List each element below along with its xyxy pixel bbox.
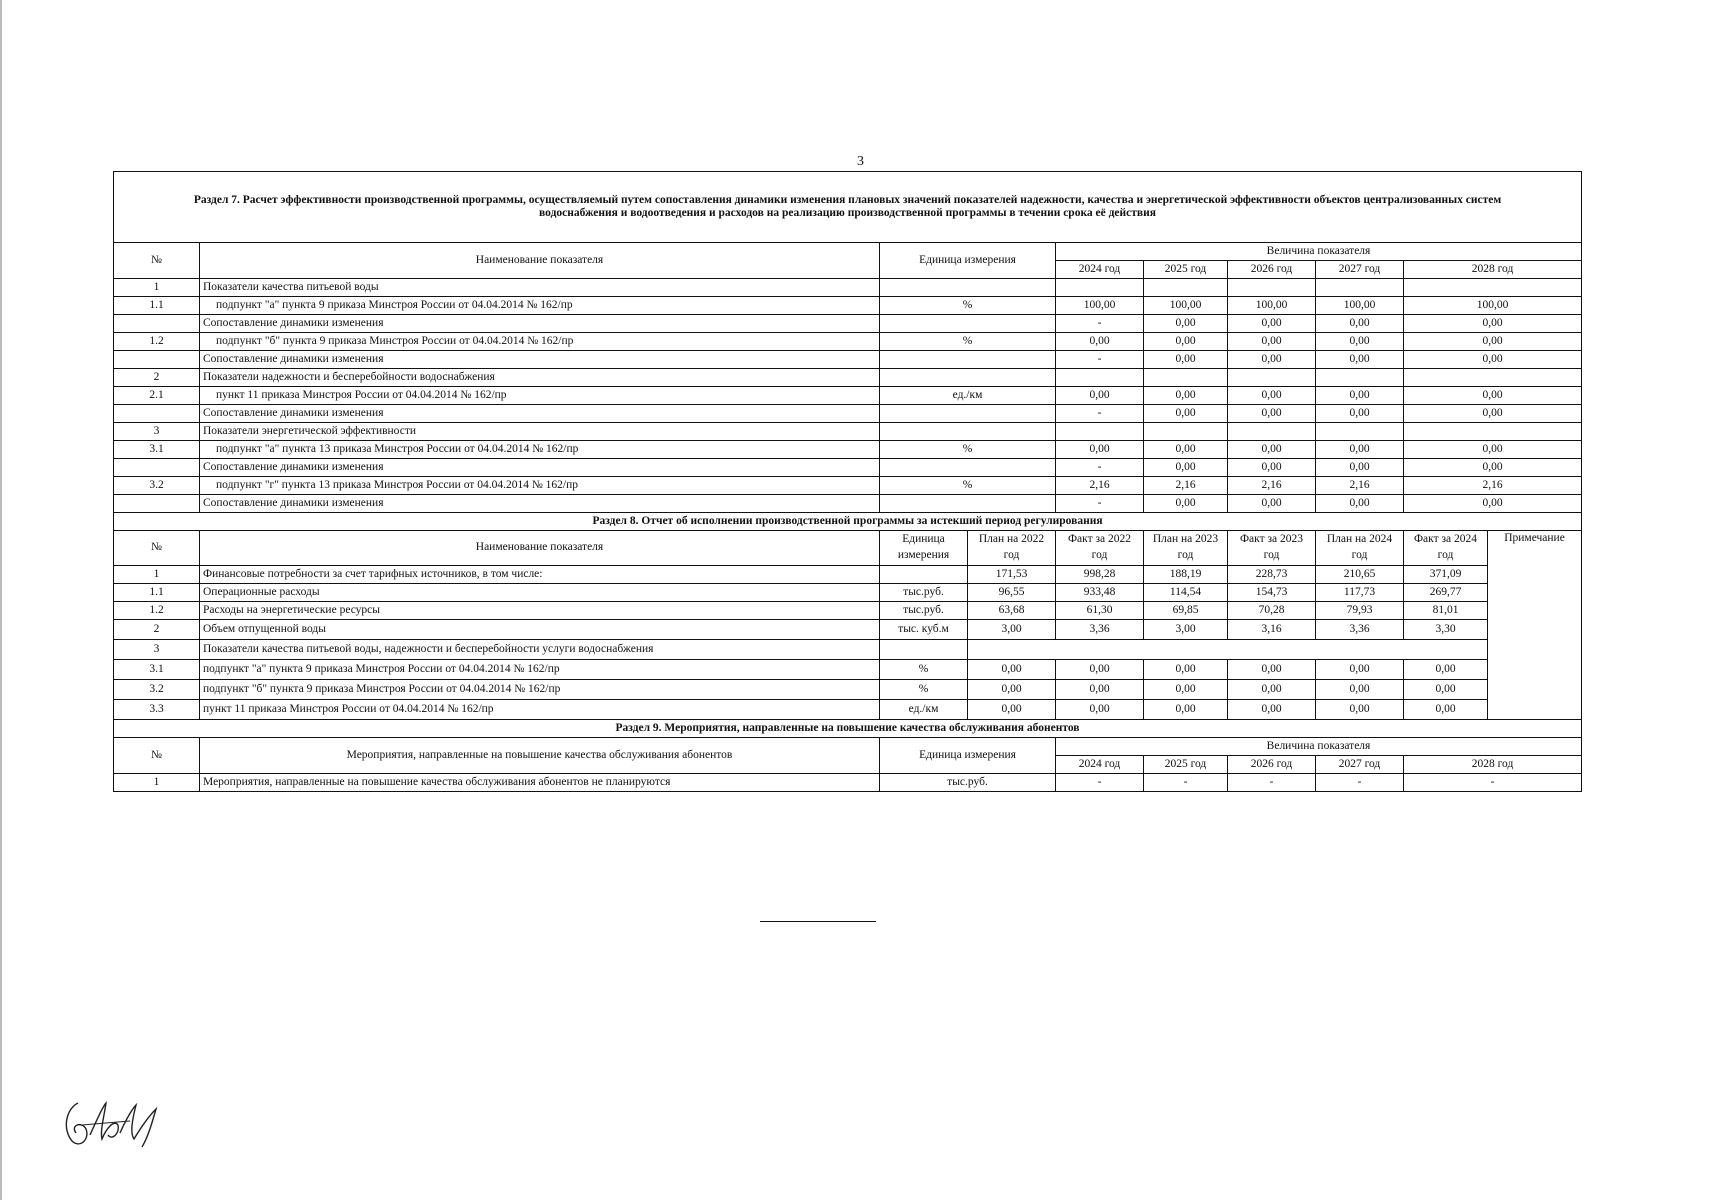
s7-row-value: 0,00 bbox=[1144, 333, 1228, 351]
section7-title: Раздел 7. Расчет эффективности производственной программы, осуществляемый путем сопоставления динамики изменения плановых значений показателей надежности, качества и энергетической эффективности объектов централизованных систем водоснабжения и водоотведения и расходов на реализацию производственной программы в течении срока её действия bbox=[114, 172, 1582, 243]
s7-row-value: 100,00 bbox=[1316, 297, 1404, 315]
s7-row-value: 0,00 bbox=[1144, 315, 1228, 333]
s7-row-value bbox=[1144, 279, 1228, 297]
s7-table-row bbox=[114, 369, 1582, 387]
s7-row-unit bbox=[880, 423, 1056, 441]
s8-row-value: 188,19 bbox=[1144, 566, 1228, 584]
s8-row-value: 154,73 bbox=[1228, 584, 1316, 602]
s9-header-year: 2028 год bbox=[1404, 756, 1582, 774]
s8-table-row bbox=[114, 640, 1582, 660]
s7-row-unit: % bbox=[880, 477, 1056, 495]
s7-row-unit: % bbox=[880, 297, 1056, 315]
s7-row-name: пункт 11 приказа Минстроя России от 04.04.2014 № 162/пр bbox=[200, 387, 880, 405]
section9-title-row bbox=[114, 720, 1582, 738]
s7-row-value bbox=[1316, 369, 1404, 387]
s7-row-unit bbox=[880, 495, 1056, 513]
s7-row-unit bbox=[880, 369, 1056, 387]
s7-table-row bbox=[114, 495, 1582, 513]
s7-row-unit: % bbox=[880, 441, 1056, 459]
s8-header-num: № bbox=[114, 531, 200, 566]
s9-header-year: 2026 год bbox=[1228, 756, 1316, 774]
s8-row-value: 96,55 bbox=[968, 584, 1056, 602]
s7-header-year: 2028 год bbox=[1404, 261, 1582, 279]
s8-row-value: 0,00 bbox=[1056, 660, 1144, 680]
s7-table-row bbox=[114, 333, 1582, 351]
s8-row-value: 3,36 bbox=[1056, 620, 1144, 640]
s8-row-value: 0,00 bbox=[1056, 680, 1144, 700]
s7-row-value: 0,00 bbox=[1144, 351, 1228, 369]
s7-row-value: 0,00 bbox=[1228, 315, 1316, 333]
s7-row-value bbox=[1228, 279, 1316, 297]
s8-row-unit: тыс.руб. bbox=[880, 584, 968, 602]
s7-row-value: 0,00 bbox=[1404, 459, 1582, 477]
s7-row-num: 3.1 bbox=[114, 441, 200, 459]
s7-row-name: Сопоставление динамики изменения bbox=[200, 459, 880, 477]
s7-row-name: подпункт "а" пункта 9 приказа Минстроя России от 04.04.2014 № 162/пр bbox=[200, 297, 880, 315]
s7-row-value: 0,00 bbox=[1316, 441, 1404, 459]
s7-row-value: 100,00 bbox=[1404, 297, 1582, 315]
s7-row-value: 0,00 bbox=[1404, 441, 1582, 459]
s8-row-num: 3.1 bbox=[114, 660, 200, 680]
s7-row-value: 2,16 bbox=[1404, 477, 1582, 495]
s7-row-value: - bbox=[1056, 315, 1144, 333]
s7-row-name: подпункт "г" пункта 13 приказа Минстроя России от 04.04.2014 № 162/пр bbox=[200, 477, 880, 495]
s7-header-year: 2026 год bbox=[1228, 261, 1316, 279]
s8-row-value: 3,16 bbox=[1228, 620, 1316, 640]
s8-row-value: 0,00 bbox=[1228, 660, 1316, 680]
s8-row-value: 63,68 bbox=[968, 602, 1056, 620]
s8-row-value: 81,01 bbox=[1404, 602, 1488, 620]
s7-row-num bbox=[114, 405, 200, 423]
s7-row-unit bbox=[880, 279, 1056, 297]
s7-row-value bbox=[1228, 369, 1316, 387]
s7-row-value: 0,00 bbox=[1228, 459, 1316, 477]
s9-header-year: 2024 год bbox=[1056, 756, 1144, 774]
s7-row-value: - bbox=[1056, 459, 1144, 477]
s8-header-note: Примечание bbox=[1488, 531, 1582, 720]
s8-row-value: 69,85 bbox=[1144, 602, 1228, 620]
s7-row-value: 0,00 bbox=[1144, 387, 1228, 405]
s7-table-row bbox=[114, 405, 1582, 423]
s8-row-value: 228,73 bbox=[1228, 566, 1316, 584]
s8-row-value: 117,73 bbox=[1316, 584, 1404, 602]
s9-header-year: 2027 год bbox=[1316, 756, 1404, 774]
s8-row-num: 1 bbox=[114, 566, 200, 584]
s7-row-value: 0,00 bbox=[1316, 459, 1404, 477]
s7-row-value: 2,16 bbox=[1228, 477, 1316, 495]
s8-row-unit: % bbox=[880, 660, 968, 680]
s7-row-value: 0,00 bbox=[1144, 495, 1228, 513]
s7-row-value: 0,00 bbox=[1404, 405, 1582, 423]
s8-row-value: 3,00 bbox=[968, 620, 1056, 640]
s7-row-value bbox=[1144, 423, 1228, 441]
s7-row-num: 3 bbox=[114, 423, 200, 441]
s7-row-value: 0,00 bbox=[1316, 405, 1404, 423]
signature bbox=[60, 1095, 175, 1150]
s7-table-row bbox=[114, 315, 1582, 333]
s9-row-name: Мероприятия, направленные на повышение качества обслуживания абонентов не планируются bbox=[200, 774, 880, 792]
s8-table-row bbox=[114, 620, 1582, 640]
s7-row-value: - bbox=[1056, 351, 1144, 369]
s7-row-value: 0,00 bbox=[1316, 351, 1404, 369]
s8-table-row bbox=[114, 680, 1582, 700]
s8-row-unit: ед./км bbox=[880, 700, 968, 720]
s9-header-name: Мероприятия, направленные на повышение качества обслуживания абонентов bbox=[200, 738, 880, 774]
s8-row-value: 210,65 bbox=[1316, 566, 1404, 584]
s7-row-value: 0,00 bbox=[1316, 333, 1404, 351]
s8-row-value: 114,54 bbox=[1144, 584, 1228, 602]
s9-row-unit: тыс.руб. bbox=[880, 774, 1056, 792]
s7-row-value bbox=[1228, 423, 1316, 441]
s7-row-unit bbox=[880, 351, 1056, 369]
s7-row-value: 0,00 bbox=[1228, 351, 1316, 369]
s8-row-value: 0,00 bbox=[1228, 700, 1316, 720]
s8-row-name: Показатели качества питьевой воды, надежности и бесперебойности услуги водоснабжения bbox=[200, 640, 880, 660]
s7-row-name: Сопоставление динамики изменения bbox=[200, 315, 880, 333]
s8-row-num: 2 bbox=[114, 620, 200, 640]
s8-row-unit bbox=[880, 566, 968, 584]
s7-row-value: 0,00 bbox=[1404, 315, 1582, 333]
s7-row-value: 0,00 bbox=[1056, 387, 1144, 405]
s8-table-row bbox=[114, 566, 1582, 584]
s7-row-value: 0,00 bbox=[1316, 387, 1404, 405]
s8-row-name: пункт 11 приказа Минстроя России от 04.04.2014 № 162/пр bbox=[200, 700, 880, 720]
s8-row-name: Объем отпущенной воды bbox=[200, 620, 880, 640]
s7-header-unit: Единица измерения bbox=[880, 243, 1056, 279]
s8-row-name: подпункт "а" пункта 9 приказа Минстроя России от 04.04.2014 № 162/пр bbox=[200, 660, 880, 680]
s7-row-value: 0,00 bbox=[1144, 405, 1228, 423]
s7-row-value bbox=[1404, 369, 1582, 387]
s7-row-num bbox=[114, 315, 200, 333]
s7-table-row bbox=[114, 279, 1582, 297]
s7-row-name: подпункт "б" пункта 9 приказа Минстроя России от 04.04.2014 № 162/пр bbox=[200, 333, 880, 351]
s7-row-value: 2,16 bbox=[1144, 477, 1228, 495]
s7-header-year: 2025 год bbox=[1144, 261, 1228, 279]
s8-row-value: 3,00 bbox=[1144, 620, 1228, 640]
s7-row-value bbox=[1404, 423, 1582, 441]
s7-table-row bbox=[114, 477, 1582, 495]
s7-row-num: 2.1 bbox=[114, 387, 200, 405]
s8-row-num: 3 bbox=[114, 640, 200, 660]
page-number: 3 bbox=[857, 154, 864, 169]
s8-table-row bbox=[114, 700, 1582, 720]
s8-row-value: 70,28 bbox=[1228, 602, 1316, 620]
s7-row-num: 1.2 bbox=[114, 333, 200, 351]
s8-row-value: 269,77 bbox=[1404, 584, 1488, 602]
s8-row-value: 0,00 bbox=[1316, 700, 1404, 720]
s8-row-value: 933,48 bbox=[1056, 584, 1144, 602]
s7-row-name: Сопоставление динамики изменения bbox=[200, 405, 880, 423]
s8-row-num: 1.2 bbox=[114, 602, 200, 620]
s8-row-unit: тыс. куб.м bbox=[880, 620, 968, 640]
s8-table-row bbox=[114, 602, 1582, 620]
s7-row-value bbox=[1056, 369, 1144, 387]
s8-header-name: Наименование показателя bbox=[200, 531, 880, 566]
s8-row-value: 0,00 bbox=[968, 660, 1056, 680]
s7-row-num: 2 bbox=[114, 369, 200, 387]
s7-row-unit: ед./км bbox=[880, 387, 1056, 405]
s7-row-num: 3.2 bbox=[114, 477, 200, 495]
s7-row-num: 1.1 bbox=[114, 297, 200, 315]
s8-row-value: 0,00 bbox=[1056, 700, 1144, 720]
s7-row-value: 0,00 bbox=[1316, 495, 1404, 513]
s7-row-name: подпункт "а" пункта 13 приказа Минстроя России от 04.04.2014 № 162/пр bbox=[200, 441, 880, 459]
s8-row-value: 3,36 bbox=[1316, 620, 1404, 640]
section8-title-row bbox=[114, 513, 1582, 531]
s7-row-unit bbox=[880, 315, 1056, 333]
s7-row-value: 100,00 bbox=[1056, 297, 1144, 315]
s7-table-row bbox=[114, 459, 1582, 477]
s7-row-value: 0,00 bbox=[1404, 333, 1582, 351]
s8-row-value: 0,00 bbox=[1316, 660, 1404, 680]
s9-header-unit: Единица измерения bbox=[880, 738, 1056, 774]
s7-header-value-group: Величина показателя bbox=[1056, 243, 1582, 261]
s8-header-col: План на 2022 год bbox=[968, 531, 1056, 566]
s7-row-value: 0,00 bbox=[1056, 333, 1144, 351]
s9-header-value-group: Величина показателя bbox=[1056, 738, 1582, 756]
s7-row-num: 1 bbox=[114, 279, 200, 297]
section7-header-row-1 bbox=[114, 243, 1582, 261]
s8-row-value: 171,53 bbox=[968, 566, 1056, 584]
s8-table-row bbox=[114, 584, 1582, 602]
s7-row-value: 0,00 bbox=[1144, 441, 1228, 459]
s7-row-unit: % bbox=[880, 333, 1056, 351]
s9-row-num: 1 bbox=[114, 774, 200, 792]
s7-table-row bbox=[114, 351, 1582, 369]
s7-row-unit bbox=[880, 459, 1056, 477]
s8-header-col: План на 2024 год bbox=[1316, 531, 1404, 566]
section8-title: Раздел 8. Отчет об исполнении производственной программы за истекший период регулирования bbox=[114, 513, 1582, 531]
s8-row-unit bbox=[880, 640, 968, 660]
s9-row-value: - bbox=[1404, 774, 1582, 792]
s8-row-value: 0,00 bbox=[1144, 680, 1228, 700]
report-table bbox=[113, 171, 1582, 792]
s8-header-col: Факт за 2022 год bbox=[1056, 531, 1144, 566]
s9-row-value: - bbox=[1056, 774, 1144, 792]
s8-row-value: 0,00 bbox=[1144, 660, 1228, 680]
s7-header-year: 2027 год bbox=[1316, 261, 1404, 279]
s7-row-name: Сопоставление динамики изменения bbox=[200, 495, 880, 513]
s8-header-col: Факт за 2024 год bbox=[1404, 531, 1488, 566]
s7-row-value: 0,00 bbox=[1228, 495, 1316, 513]
s7-row-value: 2,16 bbox=[1316, 477, 1404, 495]
s7-row-value: 2,16 bbox=[1056, 477, 1144, 495]
s7-row-value: 100,00 bbox=[1144, 297, 1228, 315]
s8-row-value: 998,28 bbox=[1056, 566, 1144, 584]
s7-header-year: 2024 год bbox=[1056, 261, 1144, 279]
s8-row-name: Финансовые потребности за счет тарифных источников, в том числе: bbox=[200, 566, 880, 584]
s8-row-value: 371,09 bbox=[1404, 566, 1488, 584]
s7-row-value: 0,00 bbox=[1404, 351, 1582, 369]
s7-row-num bbox=[114, 495, 200, 513]
s7-row-value: 0,00 bbox=[1228, 387, 1316, 405]
section9-title: Раздел 9. Мероприятия, направленные на повышение качества обслуживания абонентов bbox=[114, 720, 1582, 738]
s7-row-value: - bbox=[1056, 495, 1144, 513]
closing-rule bbox=[760, 921, 876, 922]
s8-row-empty-values bbox=[968, 640, 1488, 660]
s7-row-value: 100,00 bbox=[1228, 297, 1316, 315]
s8-header-col: План на 2023 год bbox=[1144, 531, 1228, 566]
s7-row-value: 0,00 bbox=[1404, 387, 1582, 405]
s8-row-value: 3,30 bbox=[1404, 620, 1488, 640]
s7-row-value bbox=[1056, 423, 1144, 441]
section7-title-row bbox=[114, 172, 1582, 243]
s7-row-value bbox=[1404, 279, 1582, 297]
s8-header-unit: Единица измерения bbox=[880, 531, 968, 566]
s8-row-unit: % bbox=[880, 680, 968, 700]
s7-row-name: Сопоставление динамики изменения bbox=[200, 351, 880, 369]
s8-header-col: Факт за 2023 год bbox=[1228, 531, 1316, 566]
s7-row-name: Показатели качества питьевой воды bbox=[200, 279, 880, 297]
s7-row-value: 0,00 bbox=[1144, 459, 1228, 477]
s9-table-row bbox=[114, 774, 1582, 792]
s8-row-value: 0,00 bbox=[1316, 680, 1404, 700]
s7-row-num bbox=[114, 459, 200, 477]
s9-header-year: 2025 год bbox=[1144, 756, 1228, 774]
s9-row-value: - bbox=[1316, 774, 1404, 792]
s8-row-value: 0,00 bbox=[1228, 680, 1316, 700]
s8-row-value: 0,00 bbox=[968, 680, 1056, 700]
s7-row-value: 0,00 bbox=[1228, 405, 1316, 423]
s8-row-name: подпункт "б" пункта 9 приказа Минстроя России от 04.04.2014 № 162/пр bbox=[200, 680, 880, 700]
s8-row-value: 79,93 bbox=[1316, 602, 1404, 620]
s7-table-row bbox=[114, 423, 1582, 441]
s7-table-row bbox=[114, 297, 1582, 315]
s7-row-value: 0,00 bbox=[1316, 315, 1404, 333]
s9-row-value: - bbox=[1228, 774, 1316, 792]
s8-row-value: 61,30 bbox=[1056, 602, 1144, 620]
s8-table-row bbox=[114, 660, 1582, 680]
section8-header-row bbox=[114, 531, 1582, 566]
s7-row-unit bbox=[880, 405, 1056, 423]
s8-row-num: 1.1 bbox=[114, 584, 200, 602]
s9-header-num: № bbox=[114, 738, 200, 774]
s7-table-row bbox=[114, 387, 1582, 405]
s7-row-value: 0,00 bbox=[1228, 441, 1316, 459]
s7-row-value: - bbox=[1056, 405, 1144, 423]
s7-header-num: № bbox=[114, 243, 200, 279]
s7-row-value bbox=[1316, 423, 1404, 441]
s8-row-value: 0,00 bbox=[1404, 660, 1488, 680]
s7-row-num bbox=[114, 351, 200, 369]
s7-row-value: 0,00 bbox=[1056, 441, 1144, 459]
report-sheet bbox=[113, 171, 1581, 792]
section9-header-row-1 bbox=[114, 738, 1582, 756]
s8-row-value: 0,00 bbox=[1404, 680, 1488, 700]
s7-row-value: 0,00 bbox=[1404, 495, 1582, 513]
s8-row-name: Расходы на энергетические ресурсы bbox=[200, 602, 880, 620]
s7-row-value: 0,00 bbox=[1228, 333, 1316, 351]
s7-row-name: Показатели надежности и бесперебойности водоснабжения bbox=[200, 369, 880, 387]
s8-row-name: Операционные расходы bbox=[200, 584, 880, 602]
s9-row-value: - bbox=[1144, 774, 1228, 792]
s7-row-value bbox=[1144, 369, 1228, 387]
s8-row-num: 3.2 bbox=[114, 680, 200, 700]
s7-header-name: Наименование показателя bbox=[200, 243, 880, 279]
s8-row-unit: тыс.руб. bbox=[880, 602, 968, 620]
s8-row-value: 0,00 bbox=[1404, 700, 1488, 720]
s7-row-value bbox=[1316, 279, 1404, 297]
s8-row-num: 3.3 bbox=[114, 700, 200, 720]
s7-row-name: Показатели энергетической эффективности bbox=[200, 423, 880, 441]
s8-row-value: 0,00 bbox=[968, 700, 1056, 720]
scan-edge-mark bbox=[0, 0, 2, 1200]
s7-table-row bbox=[114, 441, 1582, 459]
s7-row-value bbox=[1056, 279, 1144, 297]
s8-row-value: 0,00 bbox=[1144, 700, 1228, 720]
